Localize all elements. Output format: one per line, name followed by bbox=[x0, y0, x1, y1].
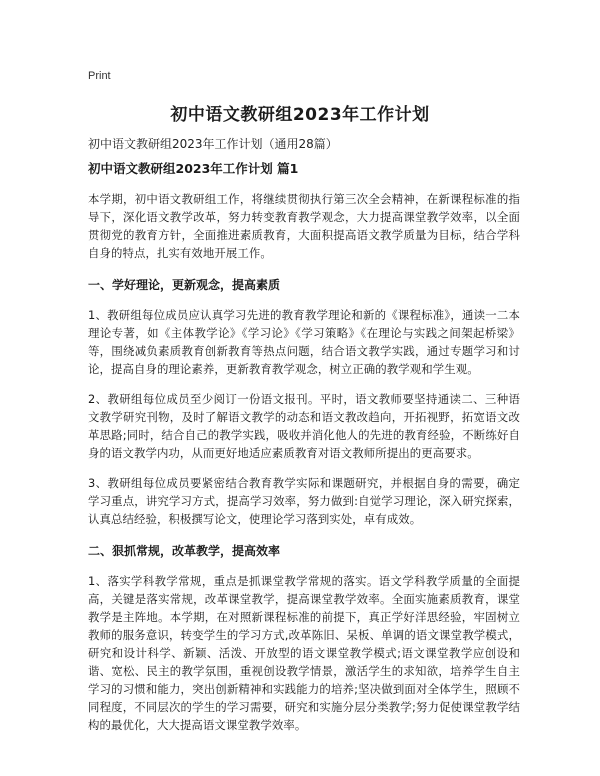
document-title: 初中语文教研组2023年工作计划 bbox=[170, 105, 430, 125]
section-title: 初中语文教研组2023年工作计划 篇1 bbox=[88, 161, 299, 176]
paragraph-3: 3、教研组每位成员要紧密结合教育教学实际和课题研究，并根据自身的需要，确定学习重点，讲究学习方式，提高学习效率，努力做到:自觉学习理论，深入研究探索，认真总结经验，积极撰写论文，使理论学习落到实处，卓有成效。 bbox=[88, 476, 520, 526]
paragraph-4: 1、落实学科教学常规，重点是抓课堂教学常规的落实。语文学科教学质量的全面提高，关键是落实常规，改革课堂教学，提高课堂教学效率。全面实施素质教育，课堂教学是主阵地。本学期，在对照新课程标准的前提下，真正学好洋思经验，牢固树立教师的服务意识，转变学生的学习方式,改革陈旧、呆板、单调的语文课堂教学模式，研究和设计科学、新颖、活泼、开放型的语文课堂教学模式;语文课堂教学应创设和谐、宽松、民主的教学氛围，重视创设教学情景，激活学生的求知欲，培养学生自主学习的习惯和能力，突出创新精神和实践能力的培养;坚决做到面对全体学生，照顾不同程度，不同层次的学生的学习需要，研究和实施分层分类教学;努力促使课堂教学结构的最优化，大大提高语文课堂教学效率。 bbox=[88, 574, 520, 732]
intro-paragraph: 本学期，初中语文教研组工作，将继续贯彻执行第三次全会精神，在新课程标准的指导下，深化语文教学改革，努力转变教育教学观念，大力提高课堂教学效率，以全面贯彻党的教育方针，全面推进素质教育，大面积提高语文教学质量为目标，结合学科自身的特点，扎实有效地开展工作。 bbox=[88, 192, 520, 260]
document-subtitle: 初中语文教研组2023年工作计划（通用28篇） bbox=[88, 137, 338, 151]
paragraph-2: 2、教研组每位成员至少阅订一份语文报刊。平时，语文教师要坚持通读二、三种语文教学研究刊物，及时了解语文教学的动态和语文教改趋向，开拓视野，拓宽语文改革思路;同时，结合自己的教学实践，吸收并消化他人的先进的教育经验，不断练好自身的语文教学内功，从而更好地适应素质教育对语文教师所提出的更高要求。 bbox=[88, 392, 520, 460]
heading-2: 二、狠抓常规，改革教学，提高效率 bbox=[88, 544, 281, 558]
document-body bbox=[88, 160, 520, 746]
print-label[interactable]: Print bbox=[88, 70, 111, 82]
paragraph-1: 1、教研组每位成员应认真学习先进的教育教学理论和新的《课程标准》，通读一二本理论专著，如《主体教学论》《学习论》《学习策略》《在理论与实践之间架起桥梁》等，围绕减负素质教育创新教育等热点问题，结合语文教学实践，通过专题学习和讨论，提高自身的理论素养，更新教育教学观念，树立正确的教学观和学生观。 bbox=[88, 308, 520, 376]
heading-1: 一、学好理论，更新观念，提高素质 bbox=[88, 278, 281, 292]
